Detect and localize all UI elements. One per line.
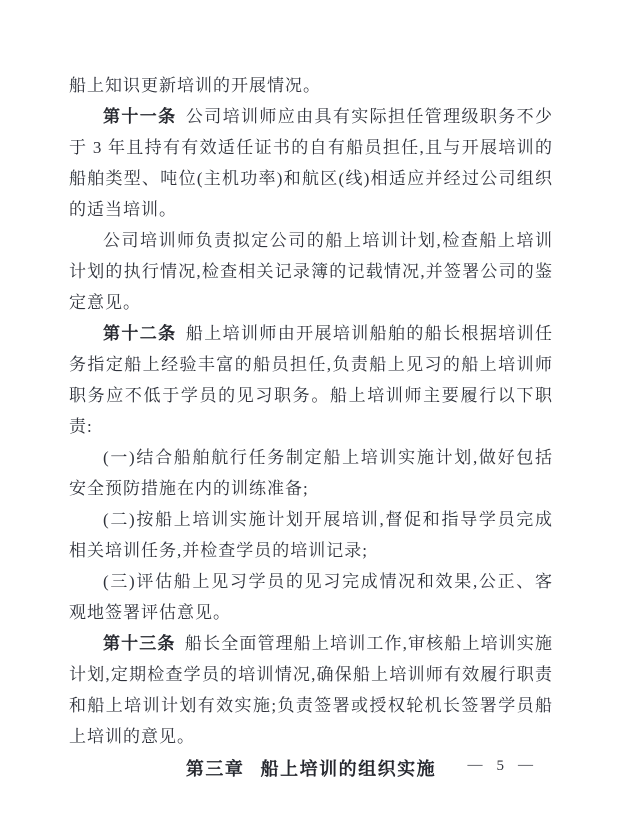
paragraph-article-12 [69,318,553,442]
page-number-footer [468,758,534,775]
paragraph-item-3 [69,566,553,628]
paragraph-article-11 [69,101,553,225]
paragraph-text: (二)按船上培训实施计划开展培训,督促和指导学员完成相关培训任务,并检查学员的培训记录; [69,510,553,560]
paragraph-text: 船上知识更新培训的开展情况。 [69,76,321,95]
paragraph-text: 公司培训师负责拟定公司的船上培训计划,检查船上培训计划的执行情况,检查相关记录簿的记载情况,并签署公司的鉴定意见。 [69,231,553,312]
paragraph-text: (一)结合船舶航行任务制定船上培训实施计划,做好包括安全预防措施在内的训练准备; [69,448,553,498]
paragraph [69,70,553,101]
chapter-title: 船上培训的组织实施 [260,759,437,779]
paragraph-article-13 [69,628,553,752]
paragraph-item-2 [69,504,553,566]
document-body [69,70,553,785]
chapter-number: 第三章 [185,759,245,779]
article-label: 第十一条 [103,107,177,126]
page-number: 5 [496,758,504,774]
article-label: 第十二条 [103,324,177,343]
paragraph-text: (三)评估船上见习学员的见习完成情况和效果,公正、客观地签署评估意见。 [69,572,553,622]
article-label: 第十三条 [103,634,176,653]
paragraph-text: 公司培训师应由具有实际担任管理级职务不少于 3 年且持有有效适任证书的自有船员担任,且与开展培训的船舶类型、吨位(主机功率)和航区(线)相适应并经过公司组织的适当培训。 [69,107,554,219]
footer-dash-left: — [467,757,483,773]
paragraph-item-1 [69,442,553,504]
footer-dash-right: — [518,757,533,773]
paragraph-text: 船上培训师由开展培训船舶的船长根据培训任务指定船上经验丰富的船员担任,负责船上见习的船上培训师职务应不低于学员的见习职务。船上培训师主要履行以下职责: [69,324,554,436]
paragraph [69,225,553,318]
paragraph-text: 船长全面管理船上培训工作,审核船上培训实施计划,定期检查学员的培训情况,确保船上培训师有效履行职责和船上培训计划有效实施;负责签署或授权轮机长签署学员船上培训的意见。 [69,634,554,746]
